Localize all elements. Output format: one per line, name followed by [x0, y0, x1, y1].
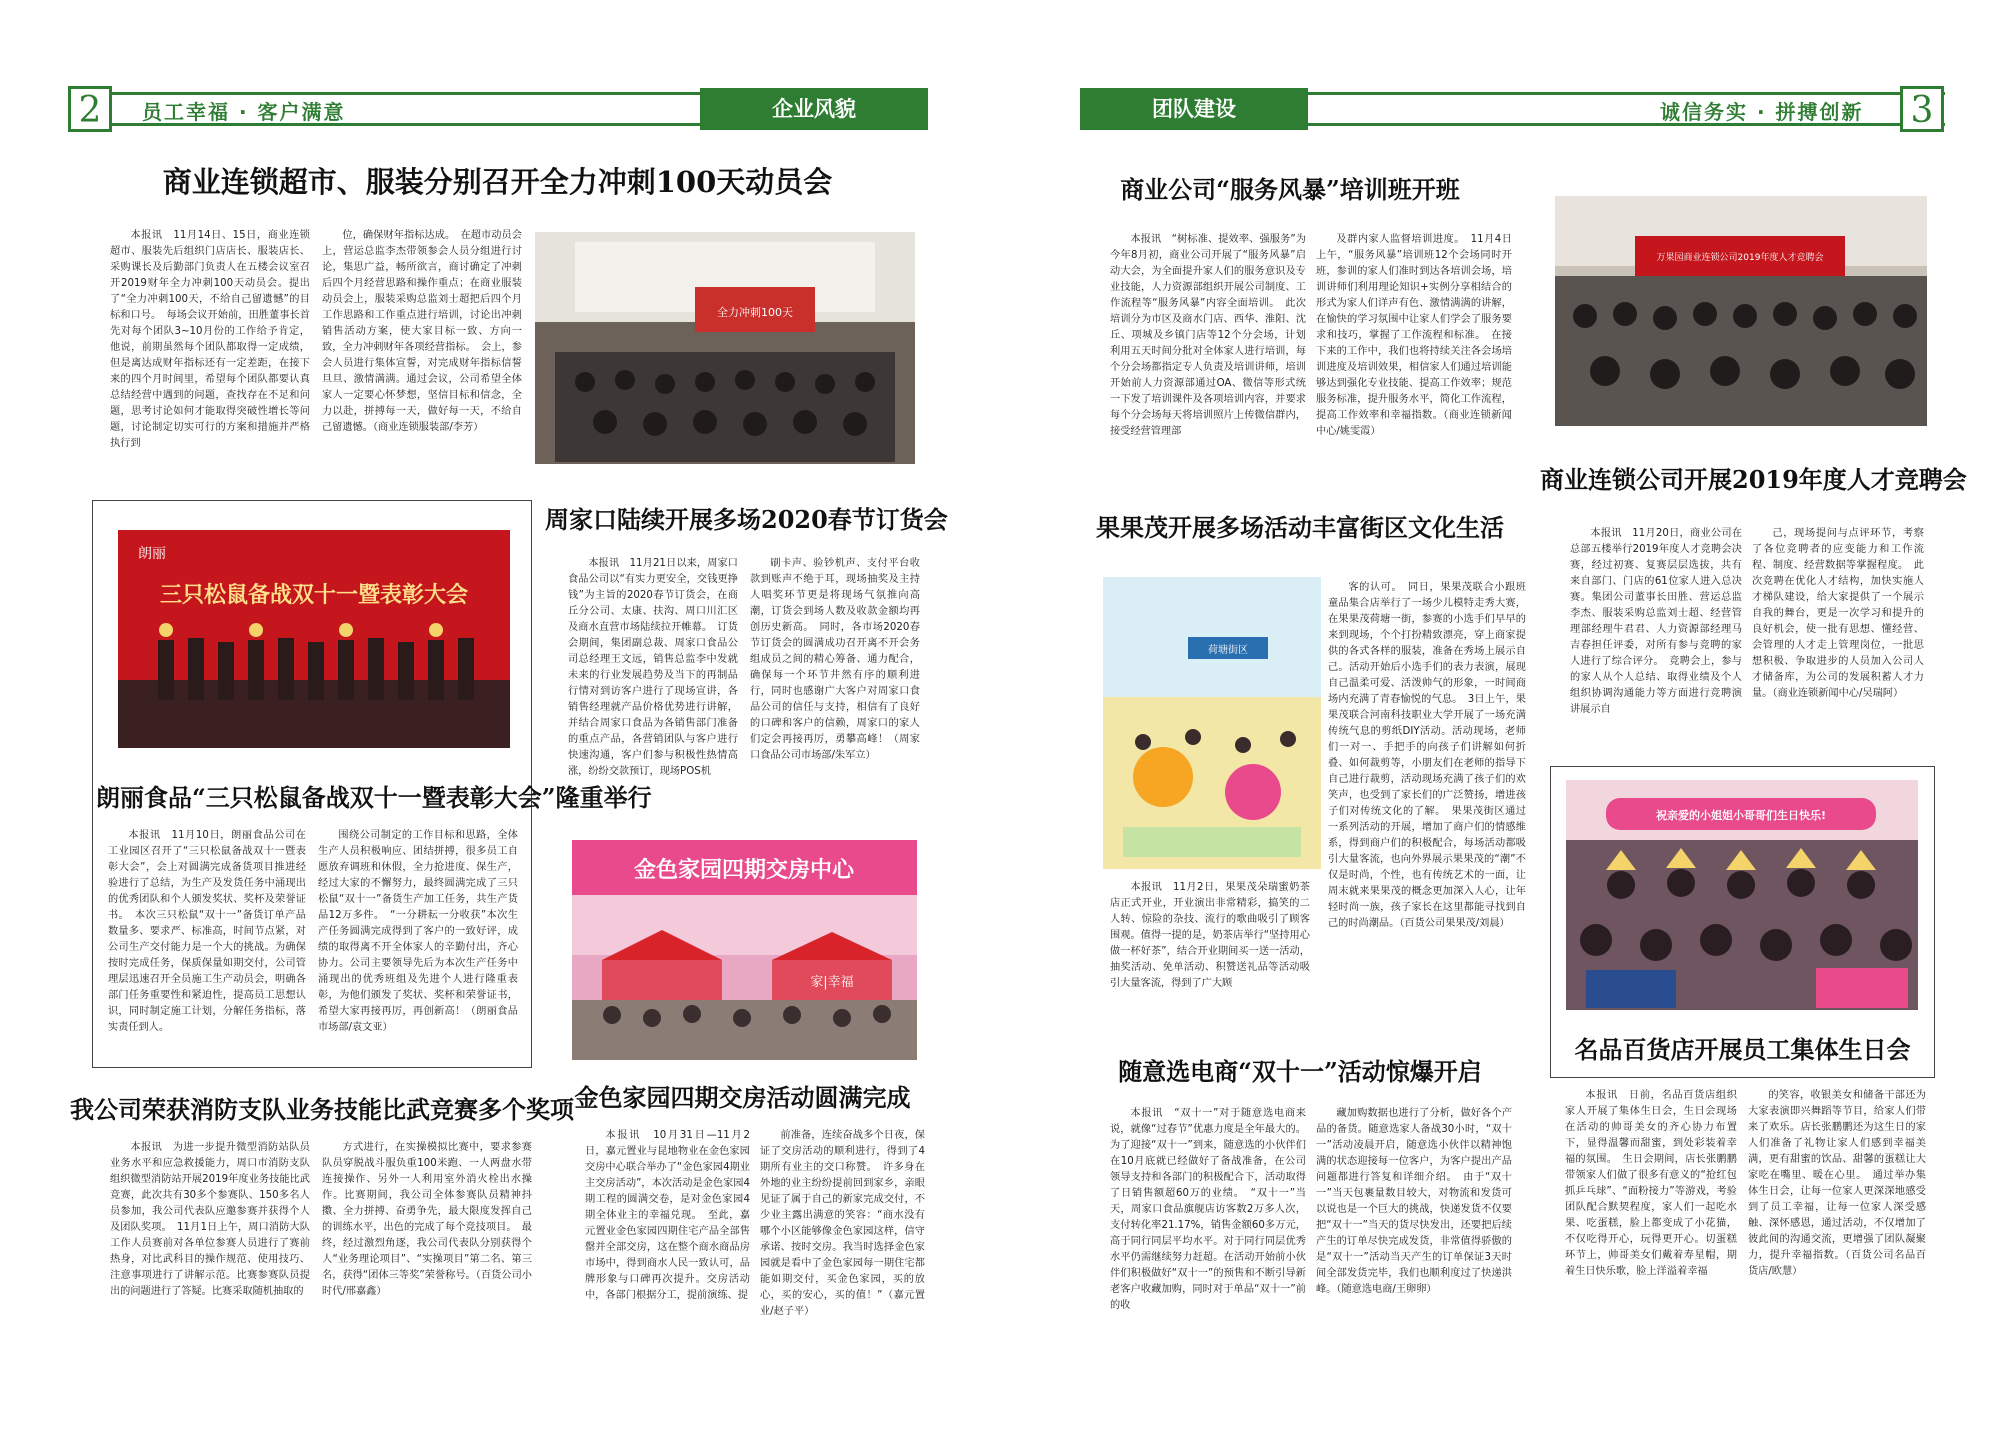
- article-a5-col1-text: 本报讯 为进一步提升微型消防站队员业务水平和应急救援能力，周口市消防支队组织微型消防站开展2019年度业务技能比武竞赛，此次共有30多个参赛队、150多名人员参加，我公司代表队应邀参赛并获得个人及团队奖项。 11月1日上午，周口消防大队工作人员赛前对各单位参赛人员进行了赛前热身，对比武科目的操作规范、使用技巧、注意事项进行了讲解示范。比赛参赛队员提出的问题进行了答疑。比赛采取随机抽取的: [110, 1142, 310, 1297]
- street-sign-text: 荷塘街区: [1208, 645, 1248, 656]
- meeting-photo-image: [535, 232, 915, 464]
- article-a3-col2: [750, 556, 920, 806]
- article-b4-title: 随意选电商“双十一”活动惊爆开启: [1118, 1057, 1482, 1086]
- article-b5-col2: [1748, 1088, 1926, 1366]
- article-a2-col1-text: 本报讯 11月10日，朗丽食品公司在工业园区召开了“三只松鼠备战双十一暨表彰大会”，会上对圆满完成备货项目推进经验进行了总结，为生产及发货任务中涌现出的优秀团队和个人颁发奖状、奖杯及荣誉证书。 本次三只松鼠“双十一”备货订单产品数量多、要求严、标准高，时间节点紧，对公司生产交付能力是一个大的挑战。为确保按时完成任务，保质保量如期交付，公司管理层迅速召开全员施工生产动员会，明确各部门任务重要性和紧迫性，提高员工思想认识，同时制定施工计划，分解任务指标，落实责任到人。: [108, 830, 306, 1033]
- article-b3-title: 商业连锁公司开展2019年度人才竞聘会: [1540, 465, 1967, 494]
- article-b2-col1-text: 本报讯 11月2日，果果茂朵瑞蜜奶茶店正式开业，开业演出非常精彩，搞笑的二人转、惊险的杂技、流行的歌曲吸引了顾客围观。值得一提的是，奶茶店举行“坚持用心做一杯好茶”，结合开业期间买一送一活动，抽奖活动、免单活动、积赞送礼品等活动吸引大量客流，得到了广大顾: [1110, 882, 1310, 989]
- talent-photo: [1555, 196, 1927, 426]
- article-a5-title: 我公司荣获消防支队业务技能比武竞赛多个奖项: [70, 1095, 574, 1124]
- article-a4-col1: [585, 1128, 750, 1390]
- article-b5-title: 名品百货店开展员工集体生日会: [1574, 1035, 1911, 1064]
- article-b1-col1: [1110, 232, 1306, 472]
- article-a1-col2: [322, 228, 522, 480]
- article-b4-col2-text: 藏加购数据也进行了分析，做好各个产品的备货。随意选家人备战30小时，“双十一”活动凌晨开启，随意选小伙伴以精神饱满的状态迎接每一位客户，为客户提出产品问题都进行答复和详细介绍。 由于“双十一”当天包裹量数目较大，对物流和发货可以说也是一个巨大的挑战，快递发货不仅要把“双十一”当天的货尽快发出，还要把后续产生的订单尽快完成发货，非常值得骄傲的是“双十一”活动当天产生的订单保证3天时间全部发货完毕，我们也顺利度过了快递洪峰。（随意选电商/王卵卵）: [1316, 1108, 1512, 1295]
- street-photo: [1103, 577, 1321, 869]
- article-a5-col2-text: 方式进行，在实操模拟比赛中，要求参赛队员穿脱战斗服负重100米跑、一人两盘水带连接操作、另外一人利用室外消火栓出水操作。比赛期间，我公司全体参赛队员精神抖擞、全力拼搏、奋勇争先，最大限度发挥自己的训练水平，出色的完成了每个竞技项目。 最终，经过激烈角逐，我公司代表队分别获得个人“业务理论项目”、“实操项目”第二名、第三名，获得“团体三等奖”荣誉称号。（百货公司小时代/邢嘉鑫）: [322, 1142, 532, 1297]
- left-slogan: 员工幸福 · 客户满意: [142, 100, 346, 124]
- article-b2-title: 果果茂开展多场活动丰富街区文化生活: [1096, 513, 1504, 542]
- article-a1-title: 商业连锁超市、服装分别召开全力冲刺100天动员会: [162, 165, 833, 199]
- article-a3-title: 周家口陆续开展多场2020春节订货会: [545, 505, 948, 534]
- article-b1-col2: [1316, 232, 1512, 472]
- article-a2-col2-text: 围绕公司制定的工作目标和思路，全体生产人员积极响应、团结拼搏，很多员工自愿放弃调班和休假，全力抢进度、保生产，经过大家的不懈努力，最终圆满完成了三只松鼠“双十一”备货生产加工任务，共生产货品12万多件。 “一分耕耘一分收获”本次生产任务圆满完成得到了客户的一致好评，成绩的取得离不开全体家人的辛勤付出，齐心协力。公司主要领导先后为本次生产任务中涌现出的优秀班组及先进个人进行隆重表彰，为他们颁发了奖状、奖杯和荣誉证书，希望大家再接再厉，再创新高！（朗丽食品市场部/袁文亚）: [318, 830, 518, 1033]
- jinse-photo-image: [572, 840, 917, 1060]
- article-b5-col1-text: 本报讯 日前，名品百货店组织家人开展了集体生日会，生日会现场在活动的帅哥美女的齐心协力布置下，显得温馨而甜蜜，到处彩装着幸福的氛围。 生日会期间，店长张鹏鹏带领家人们做了很多有意义的“抢红包抓乒乓球”、“面粉接力”等游戏，考验团队配合默契程度，家人们一起吃水果、吃蛋糕，脸上都变成了小花猫，不仅吃得开心，玩得更开心。切蛋糕环节上，帅哥美女们戴着寿星帽，期着生日快乐歌，脸上洋溢着幸福: [1565, 1090, 1737, 1277]
- article-a4-col2-text: 前准备，连续奋战多个日夜，保证了交房活动的顺利进行，得到了4期所有业主的交口称赞。 许多身在外地的业主纷纷提前回到家乡，亲眼见证了属于自己的新家完成交付，不少业主露出满意的笑容：“商水没有哪个小区能够像金色家园这样，信守承诺、按时交房。我当时选择金色家园就是看中了金色家园每一期住宅都能如期交付，买金色家园，买的放心，买的安心，买的值！”（嘉元置业/赵子平）: [760, 1130, 925, 1317]
- article-b4-col2: [1316, 1106, 1512, 1384]
- article-a4-col2: [760, 1128, 925, 1390]
- award-photo: [118, 530, 510, 748]
- article-b3-col1-text: 本报讯 11月20日，商业公司在总部五楼举行2019年度人才竞聘会决赛，经过初赛、复赛层层选拔，共有来自部门、门店的61位家人进入总决赛。集团公司董事长田胜、营运总监李杰、服装采购总监刘士超、经营管理部经理牛君君、人力资源部经理马吉春担任评委，对所有参与竞聘的家人进行了综合评分。 竞聘会上，参与的家人从个人总结、取得业绩及个人组织协调沟通能力等方面进行竞聘演讲展示自: [1570, 528, 1742, 715]
- street-photo-image: [1103, 577, 1321, 869]
- birthday-photo-image: [1566, 780, 1918, 1010]
- article-b3-col1: [1570, 526, 1742, 744]
- award-photo-image: [118, 530, 510, 748]
- birthday-photo: [1566, 780, 1918, 1010]
- article-a4-col1-text: 本报讯 10月31日—11月2日，嘉元置业与昆地物业在金色家园交房中心联合举办了“金色家园4期业主交房活动”，本次活动是金色家园4期工程的圆满交卷，是对金色家园4期全体业主的幸福兑现。 至此，嘉元置业金色家园四期住宅产品全部售罄并全部交房，这在整个商水商品房市场中，得到商水人民一致认可，品牌形象与口碑再次提升。交房活动中，各部门根据分工，提前演练、提: [585, 1130, 750, 1301]
- award-logo-text: 朗丽: [138, 546, 166, 562]
- article-a2-col1: [108, 828, 306, 1058]
- meeting-banner-text: 全力冲刺100天: [717, 306, 793, 319]
- article-a3-col1: [568, 556, 738, 806]
- article-b2-col2-text: 客的认可。 同日，果果茂联合小跟班童品集合店举行了一场少儿模特走秀大赛，在果果茂荷塘一街，参赛的小选手们早早的来到现场，个个打扮精致漂亮，穿上商家提供的各式各样的服装，准备在秀场上展示自己。活动开始后小选手们的表力表演，展现自己温柔可爱、活泼帅气的形象，一时间商场内充满了青春愉悦的气息。 3日上午，果果茂联合河南科技职业大学开展了一场充满传统气息的剪纸DIY活动。活动现场，老师们一对一、手把手的向孩子们讲解如何折叠、如何裁剪等，小朋友们在老师的指导下自己进行裁剪，活动现场充满了孩子们的欢笑声，也受到了家长们的广泛赞扬，增进孩子们对传统文化的了解。 果果茂街区通过一系列活动的开展，增加了商户们的情感维系，得到商户们的积极配合，每场活动都吸引大量客流，也向外界展示果果茂的“潮”不仅是时尚，个性，也有传统艺术的一面，让周末就来果果茂的概念更加深入人心，让年轻时尚一族，孩子家长在这里都能寻找到自己的时尚潮品。（百货公司果果茂/刘晨）: [1328, 582, 1526, 929]
- article-a5-col1: [110, 1140, 310, 1385]
- article-a1-col1-text: 本报讯 11月14日、15日，商业连锁超市、服装先后组织门店店长、服装店长、采购课长及后勤部门负责人在五楼会议室召开2019财年全力冲刺100天动员会。提出了“全力冲刺100天，不给自己留遗憾”的目标和口号。 每场会议开始前，田胜董事长首先对每个团队3~10月份的工作给予肯定，他说，前期虽然每个团队都取得一定成绩，但是离达成财年指标还有一定差距，在接下来的四个月时间里，希望每个团队都要认真总结经营中遇到的问题，查找存在不足和问题，思考讨论如何才能取得突破性增长等问题，讨论制定切实可行的方案和措施并严格执行到: [110, 230, 310, 449]
- article-b2-col2: [1328, 580, 1526, 1008]
- birthday-banner-text: 祝亲爱的小姐姐小哥哥们生日快乐!: [1655, 809, 1827, 822]
- talent-banner-text: 万果园商业连锁公司2019年度人才竞聘会: [1656, 253, 1824, 263]
- article-b1-col2-text: 及群内家人监督培训进度。 11月4日上午，“服务风暴”培训班12个会场同时开班，参训的家人们准时到达各培训会场，培训讲师们利用理论知识+实例分享相结合的形式为家人们详声有色、激情满满的讲解，在愉快的学习氛围中让家人们学会了服务要求和技巧，掌握了工作流程和标准。 在接下来的工作中，我们也将持续关注各会场培训进度及培训效果，相信家人们通过培训能够达到强化专业技能、提高工作效率；规范服务标准，提升服务水平，简化工作流程，提高工作效率和幸福指数。（商业连锁新闻中心/姚雯霞）: [1316, 234, 1512, 437]
- article-a2-col2: [318, 828, 518, 1058]
- article-a2-title: 朗丽食品“三只松鼠备战双十一暨表彰大会”隆重举行: [96, 783, 652, 812]
- talent-photo-image: [1555, 196, 1927, 426]
- article-b3-col2: [1752, 526, 1924, 744]
- article-b1-title: 商业公司“服务风暴”培训班开班: [1120, 175, 1460, 204]
- article-b5-col1: [1565, 1088, 1737, 1366]
- article-b4-col1: [1110, 1106, 1306, 1384]
- right-slogan: 诚信务实 · 拼搏创新: [1660, 100, 1864, 124]
- article-a5-col2: [322, 1140, 532, 1385]
- jinse-banner-text: 金色家园四期交房中心: [633, 858, 855, 883]
- article-b5-col2-text: 的笑容，收银美女和储备干部还为大家表演即兴舞蹈等节目，给家人们带来了欢乐。店长张鹏鹏还为这生日的家人们准备了礼物让家人们感到幸福美满，更有甜蜜的饮品、甜馨的蛋糕让大家吃在嘴里、暖在心里。 通过举办集体生日会，让每一位家人更深深地感受到了员工幸福，让每一位家人深受感触、深怀感恩，通过活动，不仅增加了彼此间的沟通交流，更增强了团队凝聚力，提升幸福指数。（百货公司名品百货店/欧慧）: [1748, 1090, 1926, 1277]
- meeting-photo: [535, 232, 915, 464]
- article-a4-title: 金色家园四期交房活动圆满完成: [574, 1083, 911, 1112]
- article-a3-col2-text: 刷卡声、验钞机声、支付平台收款到账声不绝于耳，现场抽奖及主持人唱奖环节更是将现场气氛推向高潮，订货会到场人数及收款金额均再创历史新高。 同时，各市场2020春节订货会的圆满成功召开离不开会务组成员之间的精心筹备、通力配合，确保每一个环节井然有序的顺利进行，同时也感谢广大客户对周家口食品公司的信任与支持，相信有了良好的口碑和客户的信赖，周家口的家人们定会再接再厉，勇攀高峰！（周家口食品公司市场部/朱军立）: [750, 558, 920, 761]
- award-banner-text: 三只松鼠备战双十一暨表彰大会: [159, 583, 469, 608]
- jinse-tent-text: 家|幸福: [810, 975, 854, 990]
- article-b1-col1-text: 本报讯 “树标准、提效率、强服务”为今年8月初，商业公司开展了“服务风暴”启动大会，为全面提升家人们的服务意识及专业技能，人力资源部组织开展公司制度、工作流程等“服务风暴”内容全面培训。 此次培训分为市区及商水门店、西华、淮阳、沈丘、项城及乡镇门店等12个分会场，计划利用五天时间分批对全体家人进行培训，每个分会场都指定专人负责及培训讲师，培训开始前人力资源部通过OA、微信等形式统一下发了培训课件及各项培训内容，并要求每个分会场每天将培训照片上传微信群内，接受经营管理部: [1110, 234, 1306, 437]
- left-page-number: 2: [68, 86, 112, 132]
- article-b2-col1: [1110, 880, 1310, 1008]
- right-section-title: 团队建设: [1080, 88, 1308, 130]
- right-page-number: 3: [1900, 86, 1944, 132]
- left-section-title: 企业风貌: [700, 88, 928, 130]
- article-a1-col2-text: 位，确保财年指标达成。 在超市动员会上，营运总监李杰带领参会人员分组进行讨论，集思广益，畅所欲言，商讨确定了冲刺后四个月经营思路和操作重点；在商业服装动员会上，服装采购总监刘士超把后四个月工作思路和工作重点进行培训，讨论出冲刺销售活动方案，使大家目标一致、方向一致，全力冲刺财年各项经营指标。 会上，参会人员进行集体宣誓，对完成财年指标信誓旦旦、激情满满。通过会议，公司希望全体家人一定要心怀梦想，坚信目标和信念，全力以赴，拼搏每一天，做好每一天，不给自己留遗憾。（商业连锁服装部/李芳）: [322, 230, 522, 433]
- article-b3-col2-text: 己，现场提问与点评环节，考察了各位竞聘者的应变能力和工作流程、制度、经营数据等掌握程度。 此次竞聘在优化人才结构，加快实施人才梯队建设，给大家提供了一个展示自我的舞台，更是一次学习和提升的良好机会，使一批有思想、懂经营、会管理的人才走上管理岗位，一批思想积极、争取进步的人员加入公司人才储备库，为公司的发展积蓄人才力量。（商业连锁新闻中心/吴瑞阿）: [1752, 528, 1924, 699]
- article-b4-col1-text: 本报讯 “双十一”对于随意选电商来说，就像“过春节”优惠力度是全年最大的。为了迎接“双十一”到来，随意选的小伙伴们在10月底就已经做好了备战准备，在公司领导支持和各部门的积极配合下，活动取得了日销售额超60万的业绩。 “双十一”当天，周家口食品旗舰店访客数2万多人次，支付转化率21.17%，销售金额60多万元，高于同行同层平均水平。对于同行同层优秀水平仍需继续努力赶超。在活动开始前小伙伴们积极做好“双十一”的预售和不断引导新老客户收藏加购，同时对于单品“双十一”前的收: [1110, 1108, 1306, 1311]
- article-a1-col1: [110, 228, 310, 480]
- article-a3-col1-text: 本报讯 11月21日以来，周家口食品公司以“有实力更安全，交钱更挣钱”为主旨的2020春节订货会，在商丘分公司、太康、扶沟、周口川汇区及商水直营市场陆续拉开帷幕。 订货会期间，集团副总裁、周家口食品公司总经理王文远，销售总监李中发就未来的行业发展趋势及当下的再制品行情对到访客户进行了现场宣讲，各销售经理就产品价格优势进行讲解，并结合周家口食品为各销售部门准备的重点产品，各营销团队与客户进行快速沟通，客户们参与积极性热情高涨，纷纷交款预订，现场POS机: [568, 558, 738, 777]
- jinse-photo: [572, 840, 917, 1060]
